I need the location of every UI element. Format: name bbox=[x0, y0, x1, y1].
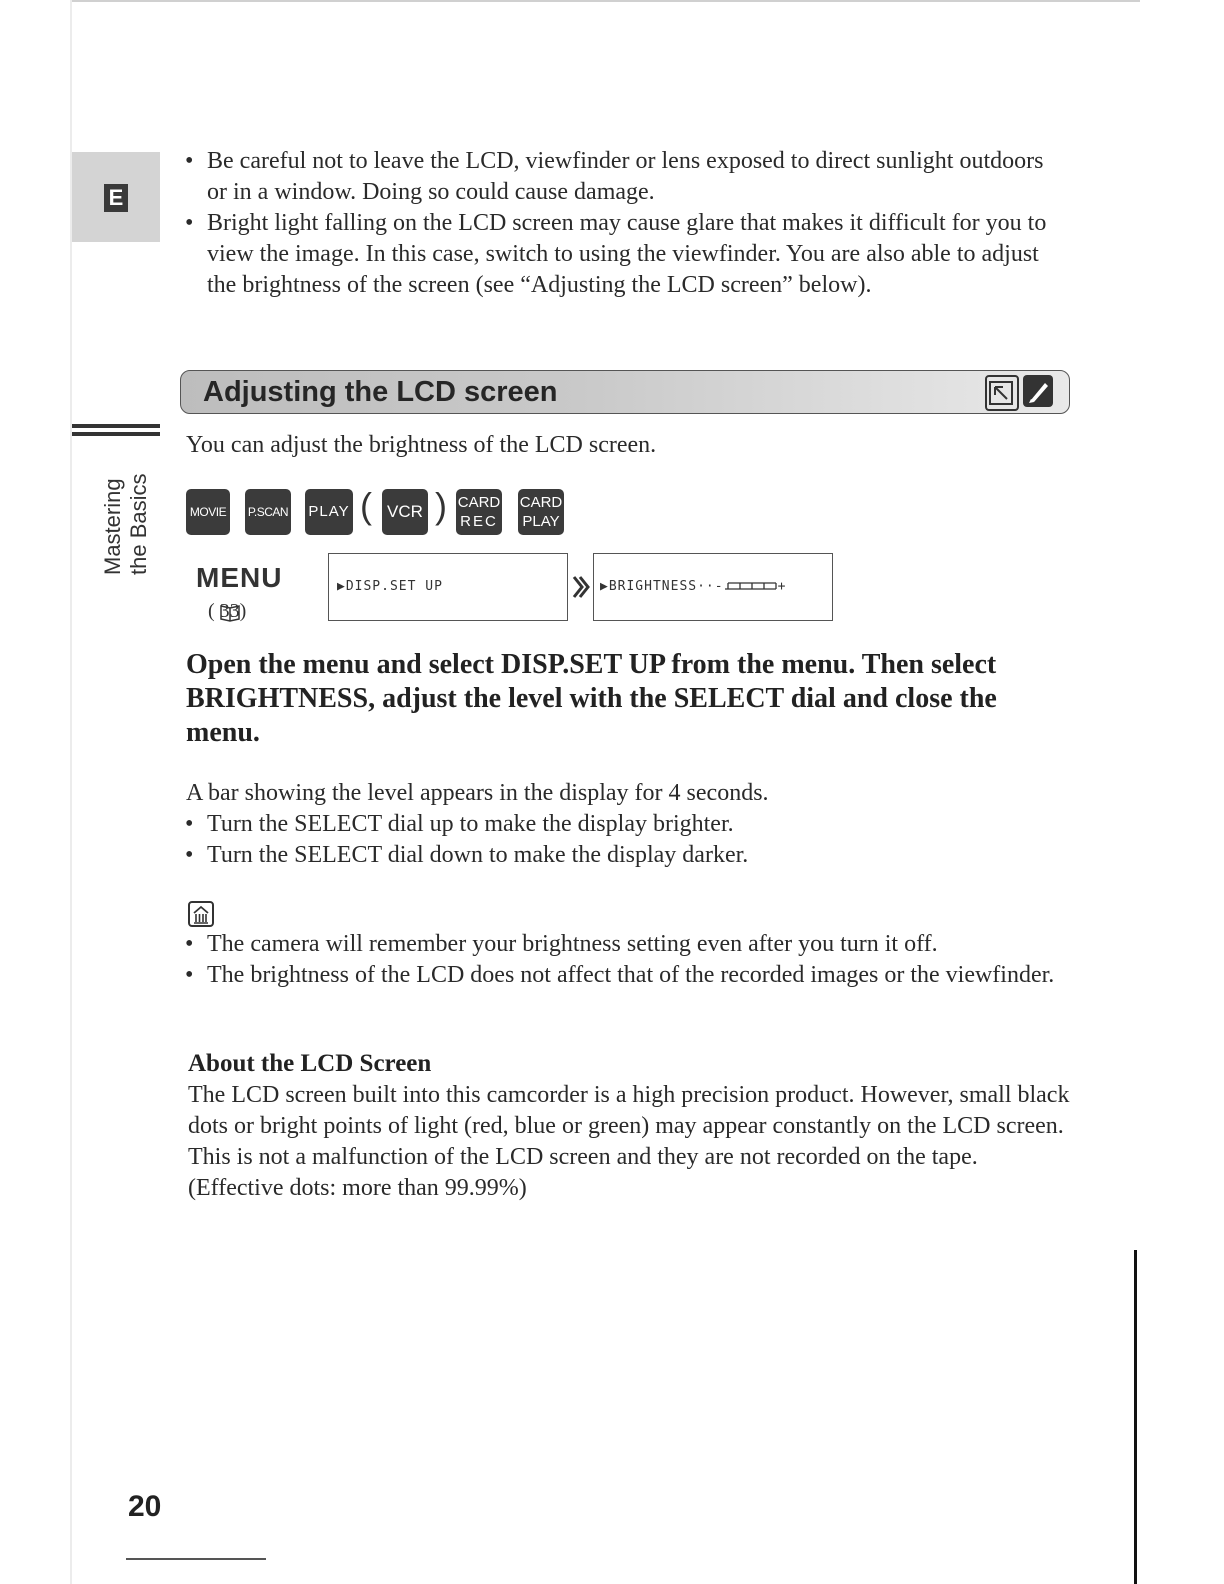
list-item: • The camera will remember your brightness setting even after you turn it off. bbox=[185, 929, 1055, 960]
list-item: • Be careful not to leave the LCD, viewfinder or lens exposed to direct sunlight outdoors or in a window. Doing so could cause damage. bbox=[185, 146, 1055, 208]
mode-movie-icon: MOVIE bbox=[186, 489, 230, 535]
note-bullet-list bbox=[185, 929, 1055, 991]
lcd-panel-icon bbox=[985, 375, 1019, 411]
instruction-text: Open the menu and select DISP.SET UP from the menu. Then select BRIGHTNESS, adjust the level with the SELECT dial and close the menu. bbox=[186, 649, 997, 748]
list-item: • Turn the SELECT dial up to make the display brighter. bbox=[185, 809, 1085, 840]
chapter-tab-bars bbox=[72, 424, 160, 440]
chapter-label-line1: Mastering bbox=[100, 478, 125, 575]
menu-label: MENU bbox=[196, 562, 283, 593]
level-bar-icon bbox=[724, 579, 778, 591]
footer-rule bbox=[126, 1558, 266, 1560]
level-bullet-list bbox=[185, 809, 1085, 871]
mode-pscan-icon: P.SCAN bbox=[245, 489, 291, 535]
mode-card-play-icon: CARD PLAY bbox=[518, 489, 564, 535]
menu-screen-disp-setup bbox=[328, 553, 568, 621]
paren-close: ) bbox=[435, 485, 447, 526]
list-item: • Turn the SELECT dial down to make the display darker. bbox=[185, 840, 1085, 871]
page-reference: ( 33) bbox=[208, 600, 246, 623]
mode-vcr-icon: VCR bbox=[382, 489, 428, 535]
menu-screen-brightness bbox=[593, 553, 833, 621]
section-header bbox=[180, 370, 1070, 414]
top-rule bbox=[70, 0, 1140, 2]
chapter-label-line2: the Basics bbox=[126, 473, 151, 575]
paren-open: ( bbox=[360, 485, 372, 526]
list-item: • The brightness of the LCD does not affect that of the recorded images or the viewfinder. bbox=[185, 960, 1055, 991]
section-intro: You can adjust the brightness of the LCD screen. bbox=[186, 432, 657, 458]
mode-card-rec-icon: CARD REC bbox=[456, 489, 502, 535]
right-edge-rule bbox=[1134, 1250, 1137, 1584]
intro-bullet-list bbox=[185, 146, 1055, 301]
about-body: The LCD screen built into this camcorder is a high precision product. However, small black dots or bright points of light (red, blue or green) may appear constantly on the LCD screen. This is not a malfunction of the LCD screen and they are not recorded on the tape. (Effective dots: more than 99.99%) bbox=[188, 1082, 1070, 1201]
about-heading: About the LCD Screen bbox=[188, 1050, 432, 1077]
book-icon bbox=[220, 604, 240, 628]
list-item: • Bright light falling on the LCD screen may cause glare that makes it difficult for you to view the image. In this case, switch to using the viewfinder. You are also able to adjust the brightness of the screen (see “Adjusting the LCD screen” below). bbox=[185, 208, 1055, 301]
level-text: A bar showing the level appears in the display for 4 seconds. bbox=[186, 780, 769, 806]
mode-play-icon: PLAY bbox=[305, 489, 353, 535]
screen-text: ▶BRIGHTNESS··- + bbox=[600, 579, 787, 594]
section-title: Adjusting the LCD screen bbox=[203, 376, 558, 408]
chapter-label bbox=[100, 474, 152, 576]
double-arrow-icon bbox=[571, 574, 591, 605]
pencil-icon bbox=[1023, 375, 1053, 407]
language-letter: E bbox=[104, 184, 128, 212]
page-number: 20 bbox=[128, 1490, 162, 1523]
screen-text: ▶DISP.SET UP bbox=[337, 579, 443, 594]
